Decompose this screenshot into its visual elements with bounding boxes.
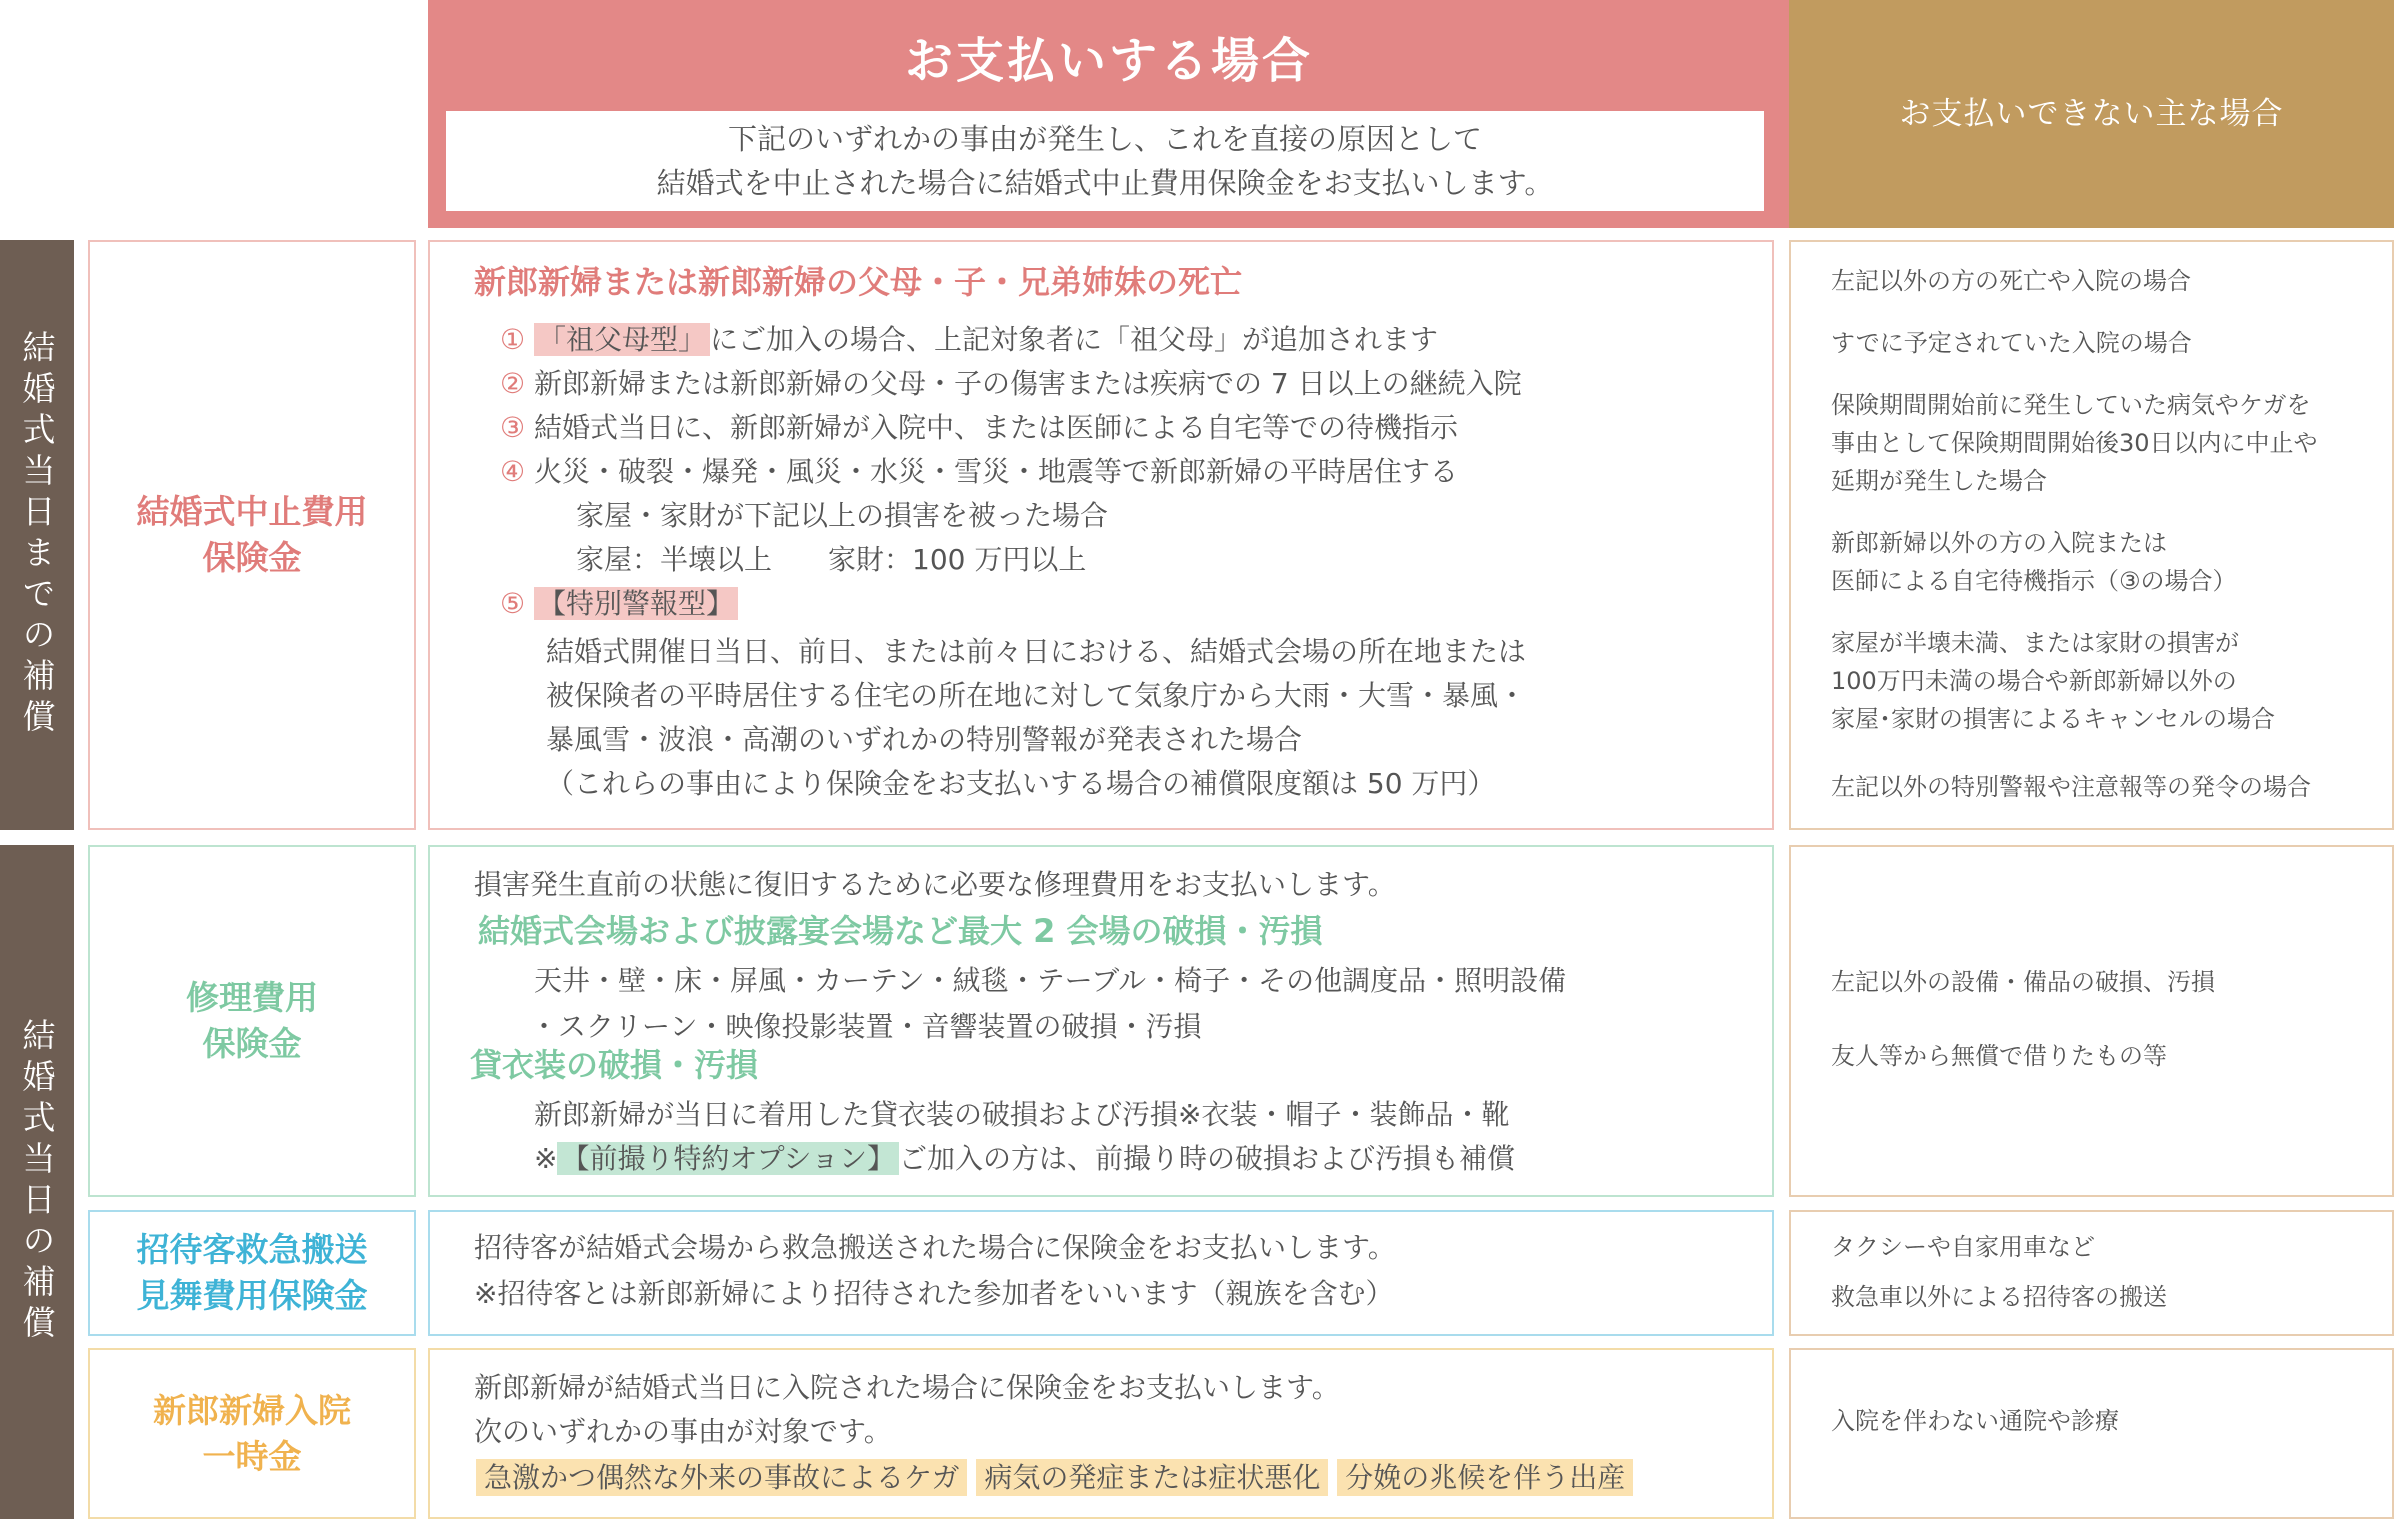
tag-illness: 病気の発症または症状悪化 <box>976 1459 1328 1496</box>
guest-line-1: 招待客が結婚式会場から救急搬送された場合に保険金をお支払いします。 <box>474 1231 1396 1264</box>
repair-costume-line-2: ※ 【前撮り特約オプション】 ご加入の方は、前撮り時の破損および汚損も補償 <box>534 1142 1515 1175</box>
hospital-line-2: 次のいずれかの事由が対象です。 <box>474 1415 892 1448</box>
repair-exclusion: 友人等から無償で借りたもの等 <box>1831 1042 2167 1070</box>
guest-line-2: ※招待客とは新郎新婦により招待された参加者をいいます（親族を含む） <box>474 1277 1394 1310</box>
cancel-exclusion: 100万円未満の場合や新郎新婦以外の <box>1831 667 2237 695</box>
side-label-before: 結婚式当日までの補償 <box>0 240 74 830</box>
cancel-item-5-line-1: 結婚式開催日当日、前日、または前々日における、結婚式会場の所在地または <box>546 635 1527 668</box>
tag-tokubetsu-keiho: 【特別警報型】 <box>534 587 738 620</box>
cancel-exclusion: 左記以外の方の死亡や入院の場合 <box>1831 267 2191 295</box>
cancel-item-5-line-2: 被保険者の平時居住する住宅の所在地に対して気象庁から大雨・大雪・暴風・ <box>546 679 1527 712</box>
cancel-exclusion: 事由として保険期間開始後30日以内に中止や <box>1831 429 2318 457</box>
cancel-item-4-line-2: 家屋・家財が下記以上の損害を被った場合 <box>576 499 1109 532</box>
label-guest-insurance: 招待客救急搬送 見舞費用保険金 <box>88 1210 416 1336</box>
cancel-item-5: ⑤ 【特別警報型】 <box>500 588 738 620</box>
cancel-item-1: ① 「祖父母型」 にご加入の場合、上記対象者に「祖父母」が追加されます <box>500 323 1439 356</box>
cancel-item-2: ② 新郎新婦または新郎新婦の父母・子の傷害または疾病での 7 日以上の継続入院 <box>500 367 1522 400</box>
tag-sofubo: 「祖父母型」 <box>534 323 710 356</box>
tag-childbirth: 分娩の兆候を伴う出産 <box>1337 1459 1633 1496</box>
repair-venue-line-1: 天井・壁・床・屏風・カーテン・絨毯・テーブル・椅子・その他調度品・照明設備 <box>534 964 1567 997</box>
pay-note-line-2: 結婚式を中止された場合に結婚式中止費用保険金をお支払いします。 <box>656 166 1554 200</box>
cancel-exclusion: 保険期間開始前に発生していた病気やケガを <box>1831 391 2311 419</box>
pay-header-note <box>446 111 1764 211</box>
cancel-exclusion: 医師による自宅待機指示（③の場合） <box>1831 567 2237 595</box>
pay-header-title: お支払いする場合 <box>904 33 1313 89</box>
guest-exclusion: 救急車以外による招待客の搬送 <box>1831 1283 2167 1311</box>
repair-exclusion: 左記以外の設備・備品の破損、汚損 <box>1831 968 2215 996</box>
repair-exclusions-box <box>1789 845 2394 1197</box>
repair-venue-line-2: ・スクリーン・映像投影装置・音響装置の破損・汚損 <box>530 1010 1202 1043</box>
cancel-item-3: ③ 結婚式当日に、新郎新婦が入院中、または医師による自宅等での待機指示 <box>500 411 1459 444</box>
hospital-detail-box <box>428 1348 1774 1519</box>
hospital-exclusions-box <box>1789 1348 2394 1519</box>
hospital-exclusion: 入院を伴わない通院や診療 <box>1831 1407 2119 1435</box>
repair-heading-costume: 貸衣装の破損・汚損 <box>470 1046 759 1084</box>
nopay-header: お支払いできない主な場合 <box>1789 0 2394 228</box>
label-hospital-insurance: 新郎新婦入院 一時金 <box>88 1348 416 1519</box>
side-label-day: 結婚式当日の補償 <box>0 845 74 1519</box>
tag-maedori-option: 【前撮り特約オプション】 <box>557 1142 898 1175</box>
repair-detail-box <box>428 845 1774 1197</box>
cancel-exclusion: 家屋が半壊未満、または家財の損害が <box>1831 629 2239 657</box>
hospital-tag-row <box>476 1462 1633 1494</box>
cancel-item-4: ④ 火災・破裂・爆発・風災・水災・雪災・地震等で新郎新婦の平時居住する <box>500 455 1459 488</box>
cancel-heading: 新郎新婦または新郎新婦の父母・子・兄弟姉妹の死亡 <box>474 263 1243 301</box>
label-repair-insurance: 修理費用 保険金 <box>88 845 416 1197</box>
hospital-line-1: 新郎新婦が結婚式当日に入院された場合に保険金をお支払いします。 <box>474 1371 1340 1404</box>
cancel-item-5-line-3: 暴風雪・波浪・高潮のいずれかの特別警報が発表された場合 <box>546 723 1303 756</box>
cancel-exclusions-box <box>1789 240 2394 830</box>
guest-detail-box <box>428 1210 1774 1336</box>
cancel-exclusion: 新郎新婦以外の方の入院または <box>1831 529 2167 557</box>
cancel-exclusion: すでに予定されていた入院の場合 <box>1831 329 2192 357</box>
guest-exclusion: タクシーや自家用車など <box>1831 1233 2095 1261</box>
cancel-item-4-line-3: 家屋：半壊以上 家財：100 万円以上 <box>576 543 1087 576</box>
cancel-exclusion: 左記以外の特別警報や注意報等の発令の場合 <box>1831 773 2311 801</box>
guest-exclusions-box <box>1789 1210 2394 1336</box>
label-cancel-insurance: 結婚式中止費用 保険金 <box>88 240 416 830</box>
cancel-detail-box <box>428 240 1774 830</box>
cancel-item-5-line-4: （これらの事由により保険金をお支払いする場合の補償限度額は 50 万円） <box>546 767 1496 800</box>
cancel-exclusion: 延期が発生した場合 <box>1831 467 2047 495</box>
repair-intro: 損害発生直前の状態に復旧するために必要な修理費用をお支払いします。 <box>474 868 1396 901</box>
pay-note-line-1: 下記のいずれかの事由が発生し、これを直接の原因として <box>727 122 1482 156</box>
tag-accident-injury: 急激かつ偶然な外来の事故によるケガ <box>476 1459 967 1496</box>
repair-heading-venue: 結婚式会場および披露宴会場など最大 2 会場の破損・汚損 <box>478 912 1323 950</box>
repair-costume-line-1: 新郎新婦が当日に着用した貸衣装の破損および汚損※衣装・帽子・装飾品・靴 <box>534 1098 1510 1131</box>
cancel-exclusion: 家屋･家財の損害によるキャンセルの場合 <box>1831 705 2275 733</box>
